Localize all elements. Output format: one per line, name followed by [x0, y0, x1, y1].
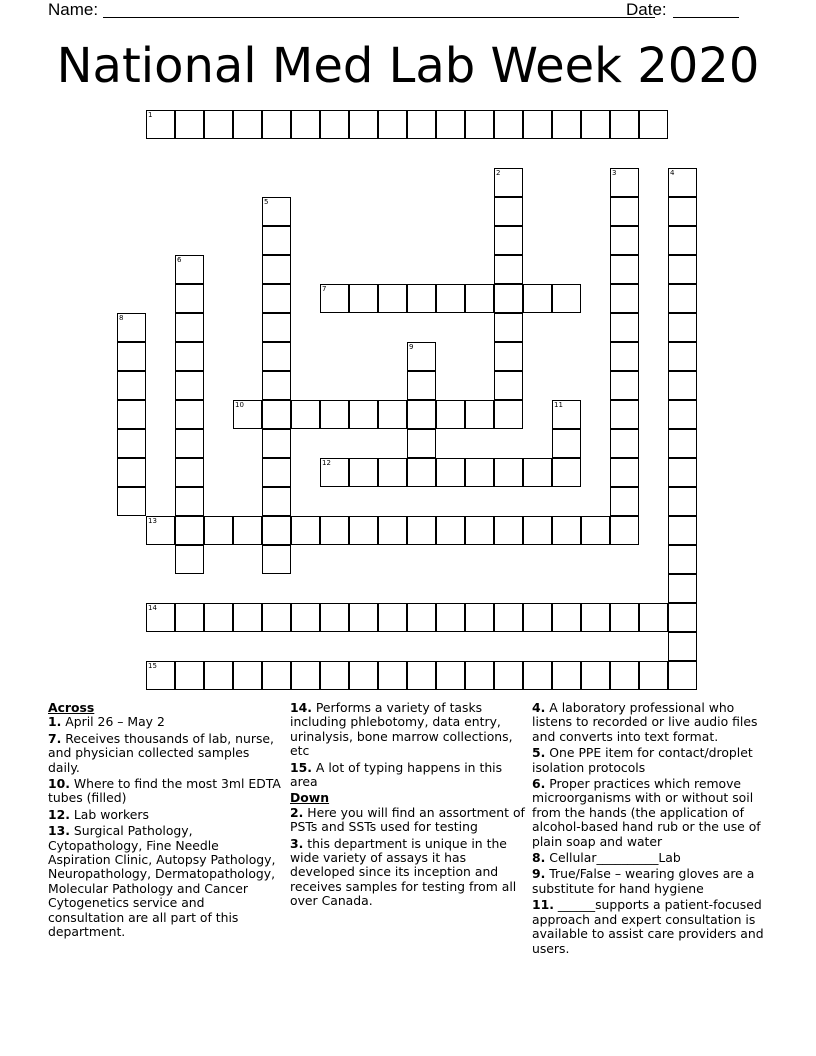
grid-cell[interactable]	[117, 429, 146, 458]
clue-down-8: 8. Cellular__________Lab	[532, 850, 681, 866]
grid-cell[interactable]	[349, 661, 378, 690]
date-field[interactable]	[673, 17, 739, 18]
grid-cell[interactable]	[262, 545, 291, 574]
grid-cell[interactable]	[262, 197, 291, 226]
clue-down-5: 5. One PPE item for contact/droplet isolation protocols	[532, 745, 753, 775]
grid-cell[interactable]	[175, 255, 204, 284]
grid-cell[interactable]	[494, 110, 523, 139]
grid-cell[interactable]	[262, 429, 291, 458]
clue-number: 9	[409, 343, 414, 351]
grid-cell[interactable]	[291, 603, 320, 632]
grid-cell[interactable]	[668, 255, 697, 284]
grid-cell[interactable]	[668, 226, 697, 255]
clue-down-6: 6. Proper practices which remove microorganisms with or without soil from the hands (the application of alcohol-based hand rub or the use of plain soap and water	[532, 776, 761, 849]
grid-cell[interactable]	[407, 603, 436, 632]
clue-number: 6	[177, 256, 182, 264]
grid-cell[interactable]	[494, 661, 523, 690]
clue-number: 15	[148, 662, 157, 670]
grid-cell[interactable]	[610, 516, 639, 545]
page-title: National Med Lab Week 2020	[56, 38, 760, 94]
grid-cell[interactable]	[523, 661, 552, 690]
grid-cell[interactable]	[378, 284, 407, 313]
grid-cell[interactable]	[320, 284, 349, 313]
grid-cell[interactable]	[407, 400, 436, 429]
grid-cell[interactable]	[552, 284, 581, 313]
grid-cell[interactable]	[465, 458, 494, 487]
clue-number: 8	[119, 314, 124, 322]
grid-cell[interactable]	[494, 458, 523, 487]
grid-cell[interactable]	[494, 400, 523, 429]
grid-cell[interactable]	[610, 342, 639, 371]
grid-cell[interactable]	[494, 284, 523, 313]
grid-cell[interactable]	[262, 603, 291, 632]
grid-cell[interactable]	[407, 516, 436, 545]
across-heading: Across	[48, 700, 95, 715]
grid-cell[interactable]	[175, 284, 204, 313]
clue-down-11: 11. ______supports a patient-focused approach and expert consultation is available to assist care providers and users.	[532, 897, 764, 956]
grid-cell[interactable]	[436, 400, 465, 429]
clue-number: 10	[235, 401, 244, 409]
grid-cell[interactable]	[117, 400, 146, 429]
grid-cell[interactable]	[581, 516, 610, 545]
date-label: Date:	[626, 0, 667, 19]
grid-cell[interactable]	[262, 371, 291, 400]
clue-across-12: 12. Lab workers	[48, 806, 149, 822]
grid-cell[interactable]	[320, 661, 349, 690]
grid-cell[interactable]	[668, 661, 697, 690]
grid-cell[interactable]	[175, 371, 204, 400]
grid-cell[interactable]	[523, 284, 552, 313]
grid-cell[interactable]	[523, 110, 552, 139]
grid-cell[interactable]	[668, 313, 697, 342]
grid-cell[interactable]	[494, 197, 523, 226]
grid-cell[interactable]	[117, 342, 146, 371]
grid-cell[interactable]	[117, 487, 146, 516]
clue-across-10: 10. Where to find the most 3ml EDTA tubes (filled)	[48, 776, 281, 806]
clue-across-1: 1. April 26 – May 2	[48, 714, 165, 730]
grid-cell[interactable]	[146, 110, 175, 139]
grid-cell[interactable]	[262, 313, 291, 342]
grid-cell[interactable]	[262, 226, 291, 255]
grid-cell[interactable]	[233, 110, 262, 139]
clue-number: 1	[148, 111, 153, 119]
grid-cell[interactable]	[668, 603, 697, 632]
grid-cell[interactable]	[639, 603, 668, 632]
grid-cell[interactable]	[668, 574, 697, 603]
clue-number: 11	[554, 401, 563, 409]
grid-cell[interactable]	[668, 632, 697, 661]
grid-cell[interactable]	[610, 487, 639, 516]
grid-cell[interactable]	[262, 255, 291, 284]
grid-cell[interactable]	[407, 429, 436, 458]
grid-cell[interactable]	[204, 110, 233, 139]
grid-cell[interactable]	[436, 661, 465, 690]
clue-number: 2	[496, 169, 501, 177]
clue-number: 13	[148, 517, 157, 525]
grid-cell[interactable]	[349, 110, 378, 139]
grid-cell[interactable]	[204, 603, 233, 632]
grid-cell[interactable]	[262, 284, 291, 313]
grid-cell[interactable]	[668, 284, 697, 313]
grid-cell[interactable]	[262, 342, 291, 371]
grid-cell[interactable]	[552, 458, 581, 487]
grid-cell[interactable]	[552, 516, 581, 545]
grid-cell[interactable]	[494, 168, 523, 197]
grid-cell[interactable]	[378, 603, 407, 632]
grid-cell[interactable]	[610, 371, 639, 400]
grid-cell[interactable]	[117, 371, 146, 400]
grid-cell[interactable]	[465, 284, 494, 313]
grid-cell[interactable]	[233, 516, 262, 545]
grid-cell[interactable]	[175, 603, 204, 632]
grid-cell[interactable]	[320, 400, 349, 429]
grid-cell[interactable]	[175, 487, 204, 516]
grid-cell[interactable]	[581, 603, 610, 632]
grid-cell[interactable]	[668, 371, 697, 400]
grid-cell[interactable]	[523, 458, 552, 487]
grid-cell[interactable]	[175, 661, 204, 690]
grid-cell[interactable]	[262, 487, 291, 516]
grid-cell[interactable]	[523, 516, 552, 545]
grid-cell[interactable]	[552, 661, 581, 690]
grid-cell[interactable]	[552, 400, 581, 429]
grid-cell[interactable]	[610, 226, 639, 255]
grid-cell[interactable]	[668, 458, 697, 487]
grid-cell[interactable]	[291, 661, 320, 690]
grid-cell[interactable]	[610, 661, 639, 690]
grid-cell[interactable]	[407, 661, 436, 690]
clue-down-2: 2. Here you will find an assortment of PSTs and SSTs used for testing	[290, 804, 525, 835]
grid-cell[interactable]	[407, 110, 436, 139]
grid-cell[interactable]	[291, 400, 320, 429]
clue-down-9: 9. True/False – wearing gloves are a substitute for hand hygiene	[532, 866, 755, 896]
grid-cell[interactable]	[610, 458, 639, 487]
clue-number: 5	[264, 198, 269, 206]
clue-down-4: 4. A laboratory professional who listens to recorded or live audio files and converts into text format.	[532, 700, 758, 744]
grid-cell[interactable]	[407, 371, 436, 400]
grid-cell[interactable]	[378, 661, 407, 690]
grid-cell[interactable]	[610, 168, 639, 197]
clues-column-1	[48, 701, 284, 942]
clue-across-13: 13. Surgical Pathology, Cytopathology, Fine Needle Aspiration Clinic, Autopsy Pathology, Neuropathology, Dermatopathology, Molecular Pathology and Cancer Cytogenetics service and consultation are all part of this department.	[48, 823, 276, 940]
grid-cell[interactable]	[610, 313, 639, 342]
grid-cell[interactable]	[465, 603, 494, 632]
grid-cell[interactable]	[262, 458, 291, 487]
grid-cell[interactable]	[610, 110, 639, 139]
grid-cell[interactable]	[349, 400, 378, 429]
grid-cell[interactable]	[552, 429, 581, 458]
grid-cell[interactable]	[465, 400, 494, 429]
grid-cell[interactable]	[378, 400, 407, 429]
grid-cell[interactable]	[146, 603, 175, 632]
grid-cell[interactable]	[610, 429, 639, 458]
grid-cell[interactable]	[175, 342, 204, 371]
grid-cell[interactable]	[494, 603, 523, 632]
grid-cell[interactable]	[639, 110, 668, 139]
grid-cell[interactable]	[378, 458, 407, 487]
grid-cell[interactable]	[175, 516, 204, 545]
grid-cell[interactable]	[407, 284, 436, 313]
grid-cell[interactable]	[233, 661, 262, 690]
grid-cell[interactable]	[262, 110, 291, 139]
grid-cell[interactable]	[552, 603, 581, 632]
clues-column-2	[290, 701, 526, 911]
grid-cell[interactable]	[175, 110, 204, 139]
grid-cell[interactable]	[204, 661, 233, 690]
grid-cell[interactable]	[436, 458, 465, 487]
grid-cell[interactable]	[494, 313, 523, 342]
grid-cell[interactable]	[668, 197, 697, 226]
clue-across-14: 14. Performs a variety of tasks including phlebotomy, data entry, urinalysis, bone marrow collections, etc	[290, 700, 513, 759]
grid-cell[interactable]	[117, 458, 146, 487]
grid-cell[interactable]	[175, 429, 204, 458]
grid-cell[interactable]	[233, 603, 262, 632]
name-label: Name:	[48, 0, 99, 19]
grid-cell[interactable]	[146, 516, 175, 545]
grid-cell[interactable]	[175, 313, 204, 342]
grid-cell[interactable]	[175, 458, 204, 487]
grid-cell[interactable]	[349, 284, 378, 313]
clue-number: 3	[612, 169, 617, 177]
grid-cell[interactable]	[523, 603, 552, 632]
grid-cell[interactable]	[581, 110, 610, 139]
grid-cell[interactable]	[668, 342, 697, 371]
grid-cell[interactable]	[175, 545, 204, 574]
clue-down-3: 3. this department is unique in the wide variety of assays it has developed since its inception and receives samples for testing from all over Canada.	[290, 835, 517, 909]
grid-cell[interactable]	[436, 110, 465, 139]
grid-cell[interactable]	[175, 400, 204, 429]
grid-cell[interactable]	[407, 342, 436, 371]
grid-cell[interactable]	[494, 342, 523, 371]
grid-cell[interactable]	[320, 603, 349, 632]
grid-cell[interactable]	[465, 110, 494, 139]
grid-cell[interactable]	[349, 458, 378, 487]
grid-cell[interactable]	[349, 516, 378, 545]
grid-cell[interactable]	[610, 603, 639, 632]
grid-cell[interactable]	[349, 603, 378, 632]
clue-across-15: 15. A lot of typing happens in this area	[290, 759, 503, 790]
grid-cell[interactable]	[668, 429, 697, 458]
grid-cell[interactable]	[668, 516, 697, 545]
grid-cell[interactable]	[291, 110, 320, 139]
grid-cell[interactable]	[233, 400, 262, 429]
grid-cell[interactable]	[146, 661, 175, 690]
grid-cell[interactable]	[610, 284, 639, 313]
grid-cell[interactable]	[639, 661, 668, 690]
grid-cell[interactable]	[262, 516, 291, 545]
grid-cell[interactable]	[668, 487, 697, 516]
clue-number: 7	[322, 285, 327, 293]
grid-cell[interactable]	[494, 516, 523, 545]
grid-cell[interactable]	[668, 400, 697, 429]
grid-cell[interactable]	[494, 226, 523, 255]
grid-cell[interactable]	[610, 400, 639, 429]
grid-cell[interactable]	[465, 661, 494, 690]
grid-cell[interactable]	[436, 516, 465, 545]
grid-cell[interactable]	[378, 110, 407, 139]
grid-cell[interactable]	[117, 313, 146, 342]
grid-cell[interactable]	[320, 110, 349, 139]
grid-cell[interactable]	[320, 458, 349, 487]
grid-cell[interactable]	[552, 110, 581, 139]
grid-cell[interactable]	[291, 516, 320, 545]
grid-cell[interactable]	[407, 458, 436, 487]
grid-cell[interactable]	[668, 168, 697, 197]
grid-cell[interactable]	[436, 284, 465, 313]
clues-column-3	[532, 701, 768, 958]
clue-number: 4	[670, 169, 675, 177]
grid-cell[interactable]	[610, 197, 639, 226]
grid-cell[interactable]	[494, 371, 523, 400]
grid-cell[interactable]	[204, 516, 233, 545]
grid-cell[interactable]	[610, 255, 639, 284]
down-heading: Down	[290, 790, 330, 806]
clue-number: 12	[322, 459, 331, 467]
name-field[interactable]	[103, 17, 655, 18]
grid-cell[interactable]	[378, 516, 407, 545]
clue-number: 14	[148, 604, 157, 612]
grid-cell[interactable]	[494, 255, 523, 284]
grid-cell[interactable]	[436, 603, 465, 632]
header	[48, 0, 768, 22]
grid-cell[interactable]	[465, 516, 494, 545]
clue-across-7: 7. Receives thousands of lab, nurse, and physician collected samples daily.	[48, 730, 274, 775]
grid-cell[interactable]	[262, 661, 291, 690]
grid-cell[interactable]	[581, 661, 610, 690]
grid-cell[interactable]	[262, 400, 291, 429]
grid-cell[interactable]	[668, 545, 697, 574]
grid-cell[interactable]	[320, 516, 349, 545]
